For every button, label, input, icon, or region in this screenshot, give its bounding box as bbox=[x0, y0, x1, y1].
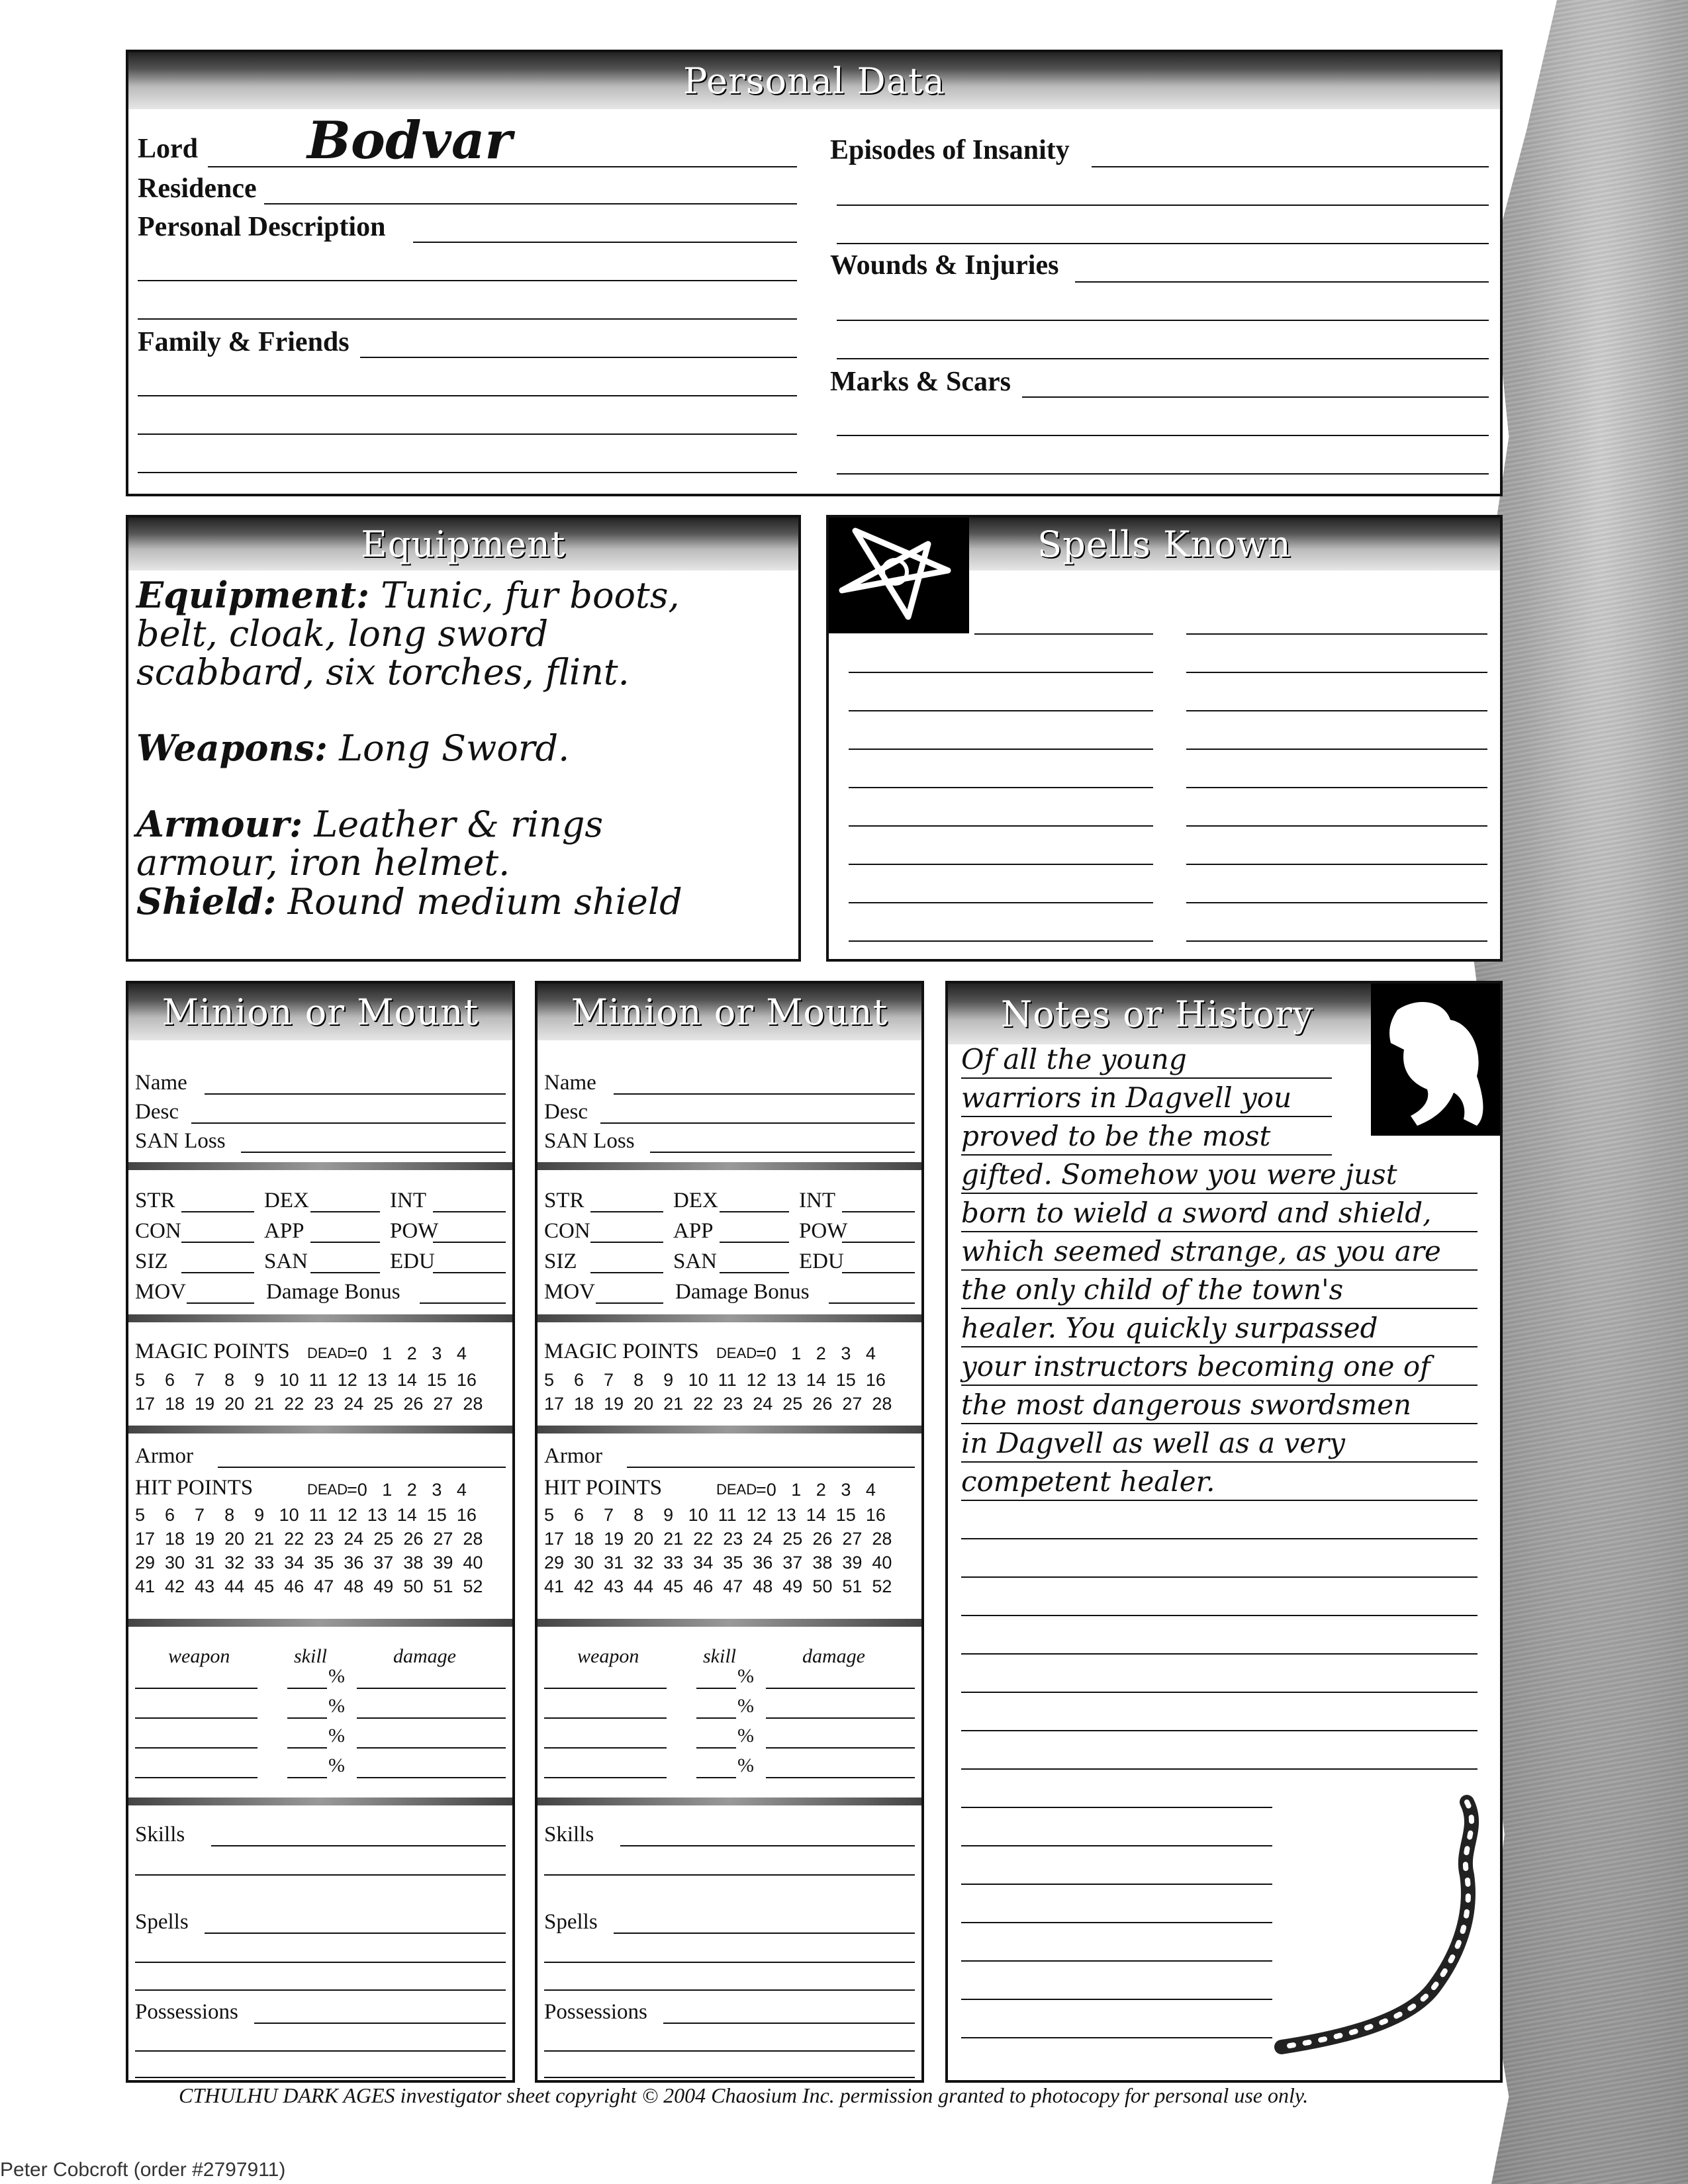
marks-label: Marks & Scars bbox=[830, 367, 1011, 397]
damage-bonus-label-2: Damage Bonus bbox=[675, 1280, 810, 1304]
name-label-2: Name bbox=[544, 1071, 596, 1095]
hp-dead-label-2: DEAD bbox=[716, 1481, 757, 1498]
equipment-panel bbox=[126, 515, 801, 962]
mp-row-1-1[interactable]: 5 6 7 8 9 10 11 12 13 14 15 16 bbox=[135, 1370, 477, 1390]
mp-row-2-1[interactable]: 17 18 19 20 21 22 23 24 25 26 27 28 bbox=[135, 1394, 483, 1414]
skills-label-1: Skills bbox=[135, 1823, 185, 1846]
equipment-value-1: Tunic, fur boots, bbox=[369, 574, 680, 616]
notes-line: the only child of the town's bbox=[961, 1273, 1344, 1306]
minion-panel-1 bbox=[126, 981, 515, 2083]
armour-label: Armour: bbox=[136, 803, 303, 845]
mp-row-1-2[interactable]: 5 6 7 8 9 10 11 12 13 14 15 16 bbox=[544, 1370, 886, 1390]
equipment-label: Equipment: bbox=[136, 574, 370, 616]
hp-dead-label-1: DEAD bbox=[307, 1481, 348, 1498]
armor-label-1: Armor bbox=[135, 1444, 193, 1468]
personal-description-label: Personal Description bbox=[138, 212, 386, 242]
minion-panel-2 bbox=[535, 981, 924, 2083]
notes-line: Of all the young bbox=[961, 1043, 1187, 1075]
skill-pct-2-1: % bbox=[328, 1725, 345, 1747]
app-label-2: APP bbox=[673, 1219, 714, 1243]
hp-row-3-2[interactable]: 29 30 31 32 33 34 35 36 37 38 39 40 bbox=[544, 1553, 892, 1572]
mp-row-0-2[interactable]: =0 1 2 3 4 bbox=[756, 1343, 876, 1363]
siz-label-1: SIZ bbox=[135, 1250, 168, 1273]
minion-banner-2 bbox=[538, 983, 921, 1040]
lord-label: Lord bbox=[138, 134, 199, 164]
pow-label-2: POW bbox=[799, 1219, 848, 1243]
str-label-2: STR bbox=[544, 1189, 585, 1212]
mov-label-2: MOV bbox=[544, 1280, 596, 1304]
hp-row-2-2[interactable]: 17 18 19 20 21 22 23 24 25 26 27 28 bbox=[544, 1529, 892, 1549]
minion-title-1: Minion or Mount bbox=[162, 991, 479, 1033]
hit-points-label-1: HIT POINTS bbox=[135, 1476, 254, 1500]
order-footer: Peter Cobcroft (order #2797911) bbox=[0, 2159, 286, 2181]
desc-label-2: Desc bbox=[544, 1100, 588, 1124]
shield-value: Round medium shield bbox=[276, 881, 682, 923]
skill-pct-2-2: % bbox=[737, 1725, 754, 1747]
magic-points-label-2: MAGIC POINTS bbox=[544, 1340, 699, 1363]
skill-header-1: skill bbox=[294, 1645, 327, 1667]
hp-row-2-1[interactable]: 17 18 19 20 21 22 23 24 25 26 27 28 bbox=[135, 1529, 483, 1549]
skill-pct-3-2: % bbox=[737, 1754, 754, 1776]
edu-label-2: EDU bbox=[799, 1250, 844, 1273]
int-label-1: INT bbox=[390, 1189, 426, 1212]
armour-value-2: armour, iron helmet. bbox=[136, 842, 510, 884]
app-label-1: APP bbox=[264, 1219, 305, 1243]
mp-row-2-2[interactable]: 17 18 19 20 21 22 23 24 25 26 27 28 bbox=[544, 1394, 892, 1414]
wounds-label: Wounds & Injuries bbox=[830, 250, 1059, 281]
hit-points-label-2: HIT POINTS bbox=[544, 1476, 663, 1500]
int-label-2: INT bbox=[799, 1189, 835, 1212]
hp-row-3-1[interactable]: 29 30 31 32 33 34 35 36 37 38 39 40 bbox=[135, 1553, 483, 1572]
notes-line: gifted. Somehow you were just bbox=[961, 1158, 1397, 1191]
tentacle-corner-ornament bbox=[1268, 1789, 1487, 2067]
siz-label-2: SIZ bbox=[544, 1250, 577, 1273]
damage-header-2: damage bbox=[802, 1645, 865, 1667]
san-label-2: SAN bbox=[673, 1250, 718, 1273]
equipment-value-2: belt, cloak, long sword bbox=[136, 613, 549, 655]
san-loss-label-2: SAN Loss bbox=[544, 1129, 635, 1153]
san-loss-label-1: SAN Loss bbox=[135, 1129, 226, 1153]
equipment-title: Equipment bbox=[361, 523, 566, 565]
personal-data-title: Personal Data bbox=[683, 60, 945, 102]
desc-label-1: Desc bbox=[135, 1100, 179, 1124]
possessions-label-2: Possessions bbox=[544, 2000, 647, 2024]
personal-data-panel bbox=[126, 50, 1503, 496]
notes-line: which seemed strange, as you are bbox=[961, 1235, 1441, 1267]
damage-bonus-label-1: Damage Bonus bbox=[266, 1280, 400, 1304]
spells-known-panel bbox=[826, 515, 1503, 962]
skill-pct-0-1: % bbox=[328, 1665, 345, 1687]
residence-label: Residence bbox=[138, 173, 257, 204]
hp-row-1-1[interactable]: 5 6 7 8 9 10 11 12 13 14 15 16 bbox=[135, 1505, 477, 1525]
mp-dead-label-2: DEAD bbox=[716, 1345, 757, 1361]
copyright-footer: CTHULHU DARK AGES investigator sheet copyright © 2004 Chaosium Inc. permission granted to photocopy for personal use only. bbox=[179, 2083, 1309, 2107]
notes-line: proved to be the most bbox=[961, 1120, 1271, 1152]
equipment-value-3: scabbard, six torches, flint. bbox=[136, 651, 630, 693]
notes-line: competent healer. bbox=[961, 1465, 1215, 1498]
pow-label-1: POW bbox=[390, 1219, 439, 1243]
hp-row-0-2[interactable]: =0 1 2 3 4 bbox=[756, 1480, 876, 1500]
skill-pct-3-1: % bbox=[328, 1754, 345, 1776]
edu-label-1: EDU bbox=[390, 1250, 435, 1273]
hp-row-1-2[interactable]: 5 6 7 8 9 10 11 12 13 14 15 16 bbox=[544, 1505, 886, 1525]
notes-line: in Dagvell as well as a very bbox=[961, 1427, 1345, 1459]
lord-value[interactable]: Bodvar bbox=[307, 111, 512, 171]
weapons-value: Long Sword. bbox=[327, 727, 570, 769]
skill-pct-1-1: % bbox=[328, 1695, 345, 1717]
armor-label-2: Armor bbox=[544, 1444, 602, 1468]
minion-title-2: Minion or Mount bbox=[571, 991, 888, 1033]
equipment-text bbox=[136, 576, 682, 921]
elder-sign-icon bbox=[829, 518, 969, 633]
damage-header-1: damage bbox=[393, 1645, 456, 1667]
notes-title: Notes or History bbox=[1001, 993, 1314, 1035]
hp-row-4-2[interactable]: 41 42 43 44 45 46 47 48 49 50 51 52 bbox=[544, 1576, 892, 1596]
equipment-banner bbox=[128, 518, 798, 570]
skill-header-2: skill bbox=[703, 1645, 736, 1667]
con-label-1: CON bbox=[135, 1219, 181, 1243]
personal-data-banner bbox=[128, 52, 1500, 109]
bear-icon bbox=[1371, 983, 1500, 1136]
family-friends-label: Family & Friends bbox=[138, 327, 350, 357]
mp-row-0-1[interactable]: =0 1 2 3 4 bbox=[347, 1343, 467, 1363]
skill-pct-1-2: % bbox=[737, 1695, 754, 1717]
skills-label-2: Skills bbox=[544, 1823, 594, 1846]
notes-line: your instructors becoming one of bbox=[961, 1350, 1430, 1383]
notes-panel bbox=[945, 981, 1503, 2083]
name-label-1: Name bbox=[135, 1071, 187, 1095]
skill-pct-0-2: % bbox=[737, 1665, 754, 1687]
con-label-2: CON bbox=[544, 1219, 590, 1243]
hp-row-0-1[interactable]: =0 1 2 3 4 bbox=[347, 1480, 467, 1500]
str-label-1: STR bbox=[135, 1189, 175, 1212]
notes-line: born to wield a sword and shield, bbox=[961, 1197, 1432, 1229]
weapon-header-1: weapon bbox=[168, 1645, 230, 1667]
armour-value-1: Leather & rings bbox=[303, 803, 604, 845]
notes-line: warriors in Dagvell you bbox=[961, 1081, 1292, 1114]
shield-label: Shield: bbox=[136, 880, 277, 923]
weapons-label: Weapons: bbox=[136, 727, 328, 769]
possessions-label-1: Possessions bbox=[135, 2000, 238, 2024]
spells-label-1: Spells bbox=[135, 1910, 189, 1934]
spells-known-title: Spells Known bbox=[1037, 523, 1291, 565]
dex-label-1: DEX bbox=[264, 1189, 309, 1212]
weapon-header-2: weapon bbox=[577, 1645, 639, 1667]
notes-line: the most dangerous swordsmen bbox=[961, 1388, 1412, 1421]
notes-line: healer. You quickly surpassed bbox=[961, 1312, 1378, 1344]
mp-dead-label-1: DEAD bbox=[307, 1345, 348, 1361]
hp-row-4-1[interactable]: 41 42 43 44 45 46 47 48 49 50 51 52 bbox=[135, 1576, 483, 1596]
mov-label-1: MOV bbox=[135, 1280, 187, 1304]
dex-label-2: DEX bbox=[673, 1189, 718, 1212]
magic-points-label-1: MAGIC POINTS bbox=[135, 1340, 290, 1363]
insanity-label: Episodes of Insanity bbox=[830, 135, 1070, 165]
spells-label-2: Spells bbox=[544, 1910, 598, 1934]
san-label-1: SAN bbox=[264, 1250, 308, 1273]
minion-banner-1 bbox=[128, 983, 512, 1040]
